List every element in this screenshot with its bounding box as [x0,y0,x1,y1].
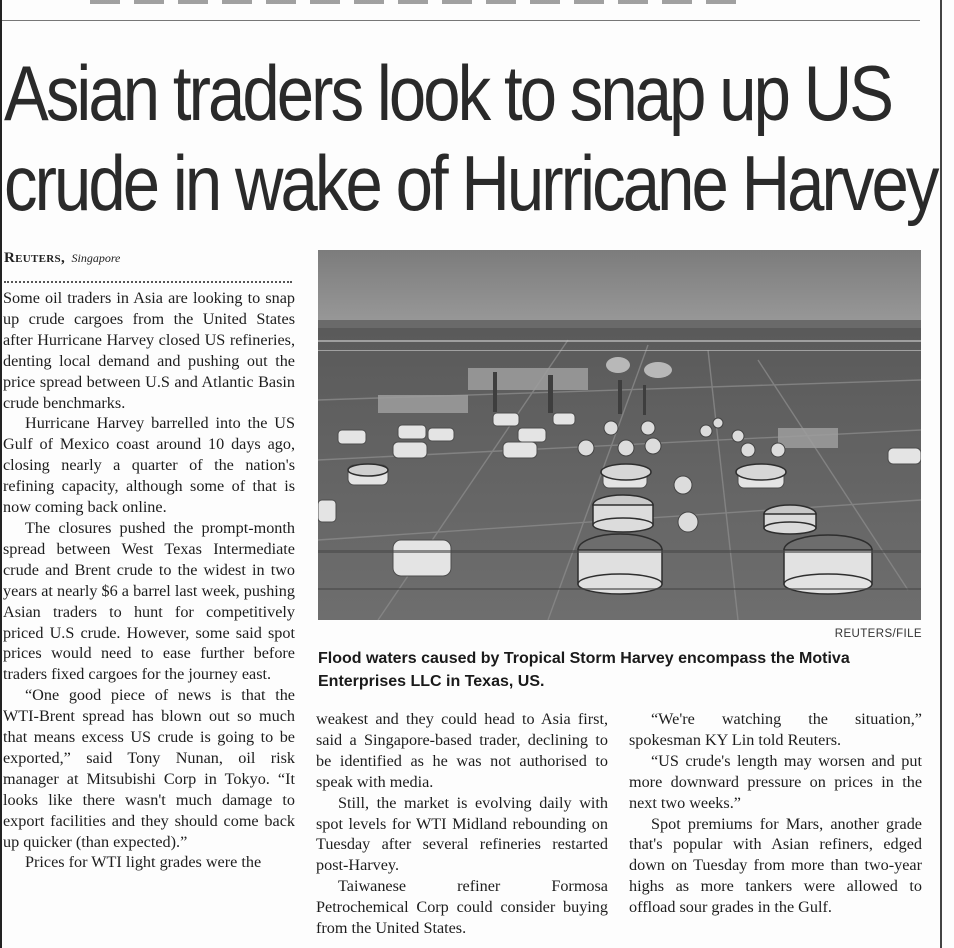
photo-caption: Flood waters caused by Tropical Storm Harvey encompass the Motiva Enterprises LLC in Texas, US. [318,650,850,690]
paragraph: “US crude's length may worsen and put more downward pressure on prices in the next two weeks.” [629,751,922,812]
byline [4,250,120,267]
cropped-text-above [90,0,740,4]
text-column-1 [3,288,295,873]
paragraph: “We're watching the situation,” spokesman KY Lin told Reuters. [629,710,922,749]
headline-line-2: crude in wake of Hurricane Harvey [4,139,937,227]
paragraph: Some oil traders in Asia are looking to snap up crude cargoes from the United States after Hurricane Harvey closed US refineries, denting local demand and pushing out the price spread between U.S and Atlantic Basin crude benchmarks. [3,289,295,412]
paragraph: Taiwanese refiner Formosa Petrochemical Corp could consider buying from the United States. [316,877,608,938]
text-column-3 [629,709,922,918]
paragraph: Still, the market is evolving daily with spot levels for WTI Midland rebounding on Tuesday after several refineries restarted post-Harvey. [316,793,608,875]
top-rule [2,20,920,21]
page-border-left [0,0,2,948]
paragraph: Prices for WTI light grades were the [25,853,262,872]
byline-dateline: Singapore [71,251,121,265]
paragraph: weakest and they could head to Asia first, said a Singapore-based trader, declining to be identified as he was not authorised to speak with media. [316,710,608,791]
article-headline [4,48,937,228]
headline-line-1: Asian traders look to snap up US [4,49,892,137]
photo-illustration [318,250,921,620]
paragraph: The closures pushed the prompt-month spread between West Texas Intermediate crude and Brent crude to the widest in two years at nearly $6 a barrel last week, pushing Asian traders to hunt for competitively priced U.S crude. However, some said spot prices would need to ease further before traders fixed cargoes for the journey east. [3,518,295,684]
column-rule-right [940,0,942,948]
photo-credit: REUTERS/FILE [834,628,922,640]
text-column-2 [316,709,608,939]
paragraph: Hurricane Harvey barrelled into the US Gulf of Mexico coast around 10 days ago, closing nearly a quarter of the nation's refining capacity, although some of that is now coming back online. [3,414,295,517]
byline-dotted-rule [4,281,292,283]
byline-agency: Reuters, [4,250,65,266]
refinery-flood-photo [318,250,921,620]
paragraph: Spot premiums for Mars, another grade that's popular with Asian refiners, edged down on Tuesday from more than two-year highs as more tankers were allowed to offload sour grades in the Gulf. [629,814,922,917]
paragraph: “One good piece of news is that the WTI-Brent spread has blown out so much that means excess US crude is going to be exported,” said Tony Nunan, oil risk manager at Mitsubishi Corp in Tokyo. “It looks like there wasn't much damage to export facilities and they should come back up quicker (than expected).” [3,686,295,851]
